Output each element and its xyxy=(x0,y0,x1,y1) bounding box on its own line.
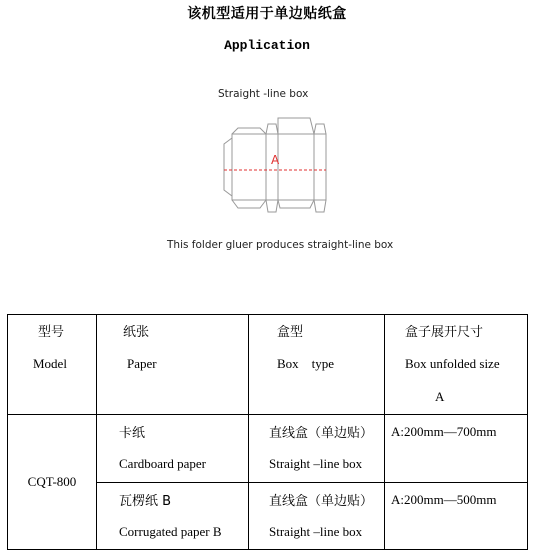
box-tab-bottom-2 xyxy=(266,200,278,212)
header-model-zh: 型号 xyxy=(38,325,65,340)
paper-zh: 卡纸 xyxy=(119,426,146,441)
box-flap-left xyxy=(224,138,232,196)
header-paper-zh: 纸张 xyxy=(123,325,150,340)
box-type-zh: 直线盒（单边贴） xyxy=(269,494,374,509)
size-cell xyxy=(385,483,528,550)
box-type-en: Straight –line box xyxy=(269,524,363,539)
paper-en: Corrugated paper B xyxy=(119,524,222,539)
header-paper-en: Paper xyxy=(127,356,157,371)
box-panel-1 xyxy=(232,134,266,200)
box-tab-bottom-1 xyxy=(232,200,266,208)
box-tab-top-3 xyxy=(278,118,314,134)
figure-caption-bottom: This folder gluer produces straight-line box xyxy=(167,239,394,251)
spec-table xyxy=(7,314,528,550)
header-box-en: Box type xyxy=(277,356,335,371)
box-tab-bottom-3 xyxy=(278,200,314,208)
box-panel-3 xyxy=(278,134,314,200)
header-size-en: Box unfolded size xyxy=(405,356,500,371)
box-panel-2 xyxy=(266,134,278,200)
box-type-cell xyxy=(249,483,385,550)
paper-cell xyxy=(97,483,249,550)
box-tab-top-1 xyxy=(232,128,266,134)
header-box-zh: 盒型 xyxy=(277,325,304,340)
size-cell xyxy=(385,415,528,483)
box-panel-4 xyxy=(314,134,326,200)
model-value: CQT-800 xyxy=(27,474,77,489)
box-tab-top-4 xyxy=(314,124,326,134)
box-type-en: Straight –line box xyxy=(269,456,363,471)
header-model-en: Model xyxy=(33,356,67,371)
header-size-zh: 盒子展开尺寸 xyxy=(405,325,484,340)
paper-cell xyxy=(97,415,249,483)
table-header-row xyxy=(8,315,528,415)
section-subtitle: Application xyxy=(224,38,310,53)
size-value: A:200mm—700mm xyxy=(391,424,497,439)
box-tab-top-2 xyxy=(266,124,278,134)
box-diagram xyxy=(158,78,398,264)
paper-en: Cardboard paper xyxy=(119,456,206,471)
size-value: A:200mm—500mm xyxy=(391,492,497,507)
table-row xyxy=(8,415,528,483)
box-type-zh: 直线盒（单边贴） xyxy=(269,426,374,441)
dimension-label-a: A xyxy=(271,153,280,167)
header-cell-box-type xyxy=(249,315,385,415)
figure-caption-top: Straight -line box xyxy=(218,88,309,100)
header-cell-size xyxy=(385,315,528,415)
model-cell xyxy=(8,415,97,550)
box-tab-bottom-4 xyxy=(314,200,326,212)
page-title: 该机型适用于单边贴纸盒 xyxy=(187,6,347,22)
header-cell-paper xyxy=(97,315,249,415)
header-cell-model xyxy=(8,315,97,415)
paper-zh: 瓦楞纸 B xyxy=(119,494,172,509)
box-type-cell xyxy=(249,415,385,483)
header-size-extra: A xyxy=(435,389,445,404)
